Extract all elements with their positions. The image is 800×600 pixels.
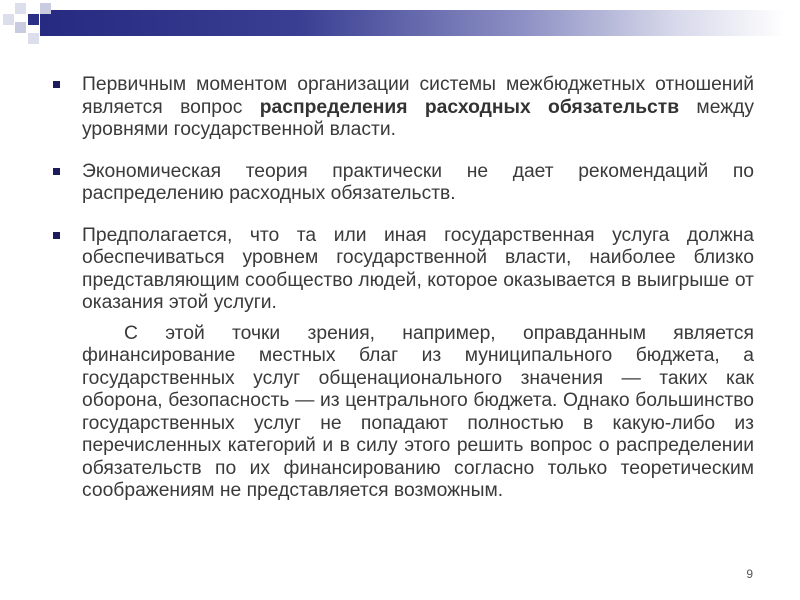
bullet-text: Экономическая теория практически не дает рекомендаций по распределению расходных обязательств. <box>82 160 754 204</box>
decor-square <box>15 22 26 33</box>
bullet-text: Предполагается, что та или иная государственная услуга должна обеспечиваться уровнем государственной власти, наиболее близко представляющим сообщество людей, которое оказывается в выигрыше от оказания этой услуги. <box>82 224 754 313</box>
header-gradient-bar <box>40 10 786 36</box>
decor-square <box>3 14 14 25</box>
body-paragraph: С этой точки зрения, например, оправданным является финансирование местных благ из муниципального бюджета, а государственных услуг общенационального значения — таких как оборона, безопасность — из центрального бюджета. Однако большинство государственных услуг не попадают полностью в какую-либо из перечисленных категорий и в силу этого решить вопрос о распределении обязательств по их финансированию согласно только теоретическим соображениям не представляется возможным. <box>82 322 754 501</box>
square-bullet-icon <box>53 232 60 239</box>
square-bullet-icon <box>53 81 60 88</box>
bullet-text: Первичным моментом организации системы межбюджетных отношений является вопрос <box>82 74 754 118</box>
page-number: 9 <box>746 567 753 581</box>
bullet-text-bold: распределения расходных обязательств <box>259 96 680 118</box>
slide-body <box>50 74 754 503</box>
slide-header-decoration <box>0 0 800 52</box>
decor-square <box>28 33 39 44</box>
decor-square <box>15 3 26 14</box>
decor-square <box>28 14 39 25</box>
bullet-item <box>50 74 754 142</box>
bullet-item <box>50 225 754 315</box>
decor-square <box>40 3 51 14</box>
bullet-item <box>50 161 754 206</box>
bullet-text: между уровнями государственной власти. <box>82 96 754 140</box>
square-bullet-icon <box>53 168 60 175</box>
